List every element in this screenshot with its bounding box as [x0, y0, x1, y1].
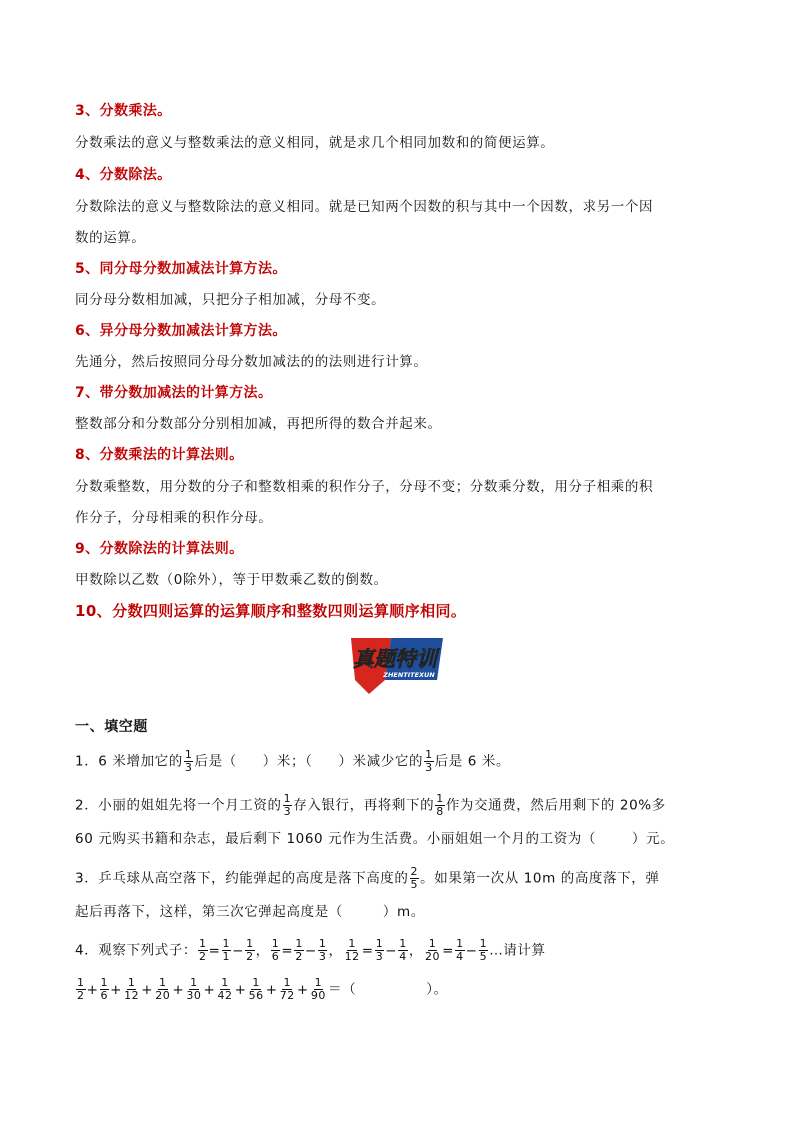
- q4-eq-a-fraction: $\frac{1}{4}$: [456, 937, 464, 963]
- q1-text-b: 后是（: [194, 753, 237, 770]
- q4-eq-lhs-fraction: $\frac{1}{2}$: [199, 937, 207, 963]
- q4-result-close: ）。: [426, 981, 448, 998]
- question-3-line2: [75, 901, 425, 923]
- section-body-3: 分数乘法的意义与整数乘法的意义相同，就是求几个相同加数和的简便运算。: [75, 135, 555, 151]
- q4-intro: 4．观察下列式子：: [75, 942, 197, 959]
- q1-text-e: 后是 6 米。: [434, 753, 511, 770]
- math-operator: −: [385, 942, 398, 959]
- math-operator: +: [203, 981, 216, 998]
- math-operator: +: [265, 981, 278, 998]
- q4-tail: …请计算: [489, 942, 546, 959]
- section-body-4-line2: 数的运算。: [75, 230, 146, 246]
- math-operator: −: [232, 942, 245, 959]
- q1-text-c: ）米；（: [262, 753, 313, 770]
- math-operator: −: [304, 942, 317, 959]
- fraction-two-fifths: $\frac{2}{5}$: [410, 865, 419, 891]
- question-2-line1: [75, 793, 666, 818]
- zhentitexun-logo: [345, 636, 447, 696]
- q4-separator: ，: [255, 942, 270, 959]
- math-operator: =: [361, 942, 374, 959]
- exercise-title: 一、填空题: [75, 719, 148, 735]
- math-operator: +: [141, 981, 154, 998]
- question-2-line2: [75, 828, 674, 850]
- section-body-8-line1: 分数乘整数，用分数的分子和整数相乘的积作分子，分母不变；分数乘分数，用分子相乘的积: [75, 479, 654, 495]
- q2-text-e: ）元。: [632, 831, 675, 847]
- q4-sum-term: $\frac{1}{30}$: [186, 976, 202, 1002]
- logo-sub-text: ZHENTITEXUN: [383, 671, 435, 679]
- q4-eq-a-fraction: $\frac{1}{1}$: [222, 937, 231, 963]
- q4-eq-b-fraction: $\frac{1}{5}$: [479, 937, 488, 963]
- q2-text-a: 2．小丽的姐姐先将一个月工资的: [75, 797, 282, 814]
- q2-text-d: 60 元购买书籍和杂志，最后剩下 1060 元作为生活费。小丽姐姐一个月的工资为（: [75, 831, 597, 847]
- fraction-one-third: $\frac{1}{3}$: [283, 792, 292, 818]
- q2-text-c: 作为交通费，然后用剩下的 20%多: [445, 797, 666, 814]
- question-4-line1: [75, 938, 546, 963]
- q4-sum-expression: [75, 976, 328, 1002]
- section-heading-4: 4、分数除法。: [75, 167, 172, 183]
- q3-text-b: 。如果第一次从 10m 的高度落下，弹: [420, 870, 660, 887]
- q4-sum-term: $\frac{1}{12}$: [124, 976, 140, 1002]
- math-operator: +: [86, 981, 99, 998]
- q4-eq-lhs-fraction: $\frac{1}{12}$: [344, 937, 360, 963]
- q4-separator: ，: [408, 942, 423, 959]
- q4-sum-term: $\frac{1}{6}$: [100, 976, 109, 1002]
- math-operator: −: [465, 942, 478, 959]
- section-body-5: 同分母分数相加减，只把分子相加减，分母不变。: [75, 292, 386, 308]
- q4-separator: ，: [328, 942, 343, 959]
- section-body-4-line1: 分数除法的意义与整数除法的意义相同。就是已知两个因数的积与其中一个因数，求另一个因: [75, 199, 654, 215]
- math-operator: +: [110, 981, 123, 998]
- q4-result-open: ＝（: [328, 981, 357, 998]
- math-operator: +: [234, 981, 247, 998]
- q4-sum-term: $\frac{1}{42}$: [217, 976, 233, 1002]
- q4-eq-lhs-fraction: $\frac{1}{20}$: [424, 937, 441, 963]
- section-heading-7: 7、带分数加减法的计算方法。: [75, 385, 273, 401]
- q4-sum-term: $\frac{1}{72}$: [279, 976, 295, 1002]
- q4-eq-b-fraction: $\frac{1}{4}$: [399, 937, 407, 963]
- q4-eq-a-fraction: $\frac{1}{3}$: [375, 937, 384, 963]
- math-operator: =: [442, 942, 455, 959]
- section-heading-6: 6、异分母分数加减法计算方法。: [75, 323, 287, 339]
- q3-text-d: ）m。: [382, 904, 425, 920]
- question-4-line2: [75, 977, 448, 1002]
- section-heading-8: 8、分数乘法的计算法则。: [75, 447, 244, 463]
- logo-main-text: 真题特训: [353, 647, 437, 671]
- q4-sum-term: $\frac{1}{2}$: [77, 976, 85, 1002]
- math-operator: =: [281, 942, 294, 959]
- question-1: [75, 749, 510, 774]
- fraction-one-third: $\frac{1}{3}$: [425, 748, 433, 774]
- section-heading-3: 3、分数乘法。: [75, 103, 172, 119]
- q4-eq-a-fraction: $\frac{1}{2}$: [295, 937, 303, 963]
- section-heading-9: 9、分数除法的计算法则。: [75, 541, 244, 557]
- q4-eq-b-fraction: $\frac{1}{3}$: [318, 937, 327, 963]
- q4-sum-term: $\frac{1}{90}$: [310, 976, 327, 1002]
- section-heading-5: 5、同分母分数加减法计算方法。: [75, 261, 287, 277]
- section-body-8-line2: 作分子，分母相乘的积作分母。: [75, 510, 273, 526]
- section-body-9: 甲数除以乙数（0除外），等于甲数乘乙数的倒数。: [75, 572, 388, 588]
- question-3-line1: [75, 866, 659, 891]
- q3-text-c: 起后再落下，这样，第三次它弹起高度是（: [75, 904, 343, 920]
- q4-sum-term: $\frac{1}{56}$: [248, 976, 264, 1002]
- fraction-one-third: $\frac{1}{3}$: [184, 748, 193, 774]
- section-body-7: 整数部分和分数部分分别相加减，再把所得的数合并起来。: [75, 416, 442, 432]
- q3-text-a: 3．乒乓球从高空落下，约能弹起的高度是落下高度的: [75, 870, 409, 887]
- section-heading-10: 10、分数四则运算的运算顺序和整数四则运算顺序相同。: [75, 602, 467, 620]
- section-body-6: 先通分，然后按照同分母分数加减法的的法则进行计算。: [75, 354, 428, 370]
- math-operator: +: [172, 981, 185, 998]
- q2-text-b: 存入银行，再将剩下的: [293, 797, 435, 814]
- math-operator: =: [208, 942, 221, 959]
- q4-eq-lhs-fraction: $\frac{1}{6}$: [271, 937, 280, 963]
- q4-equations: [197, 937, 489, 963]
- q4-eq-b-fraction: $\frac{1}{2}$: [246, 937, 254, 963]
- q1-text-a: 1．6 米增加它的: [75, 753, 183, 770]
- q4-sum-term: $\frac{1}{20}$: [155, 976, 171, 1002]
- fraction-one-eighth: $\frac{1}{8}$: [436, 792, 444, 818]
- q1-text-d: ）米减少它的: [338, 753, 424, 770]
- math-operator: +: [296, 981, 309, 998]
